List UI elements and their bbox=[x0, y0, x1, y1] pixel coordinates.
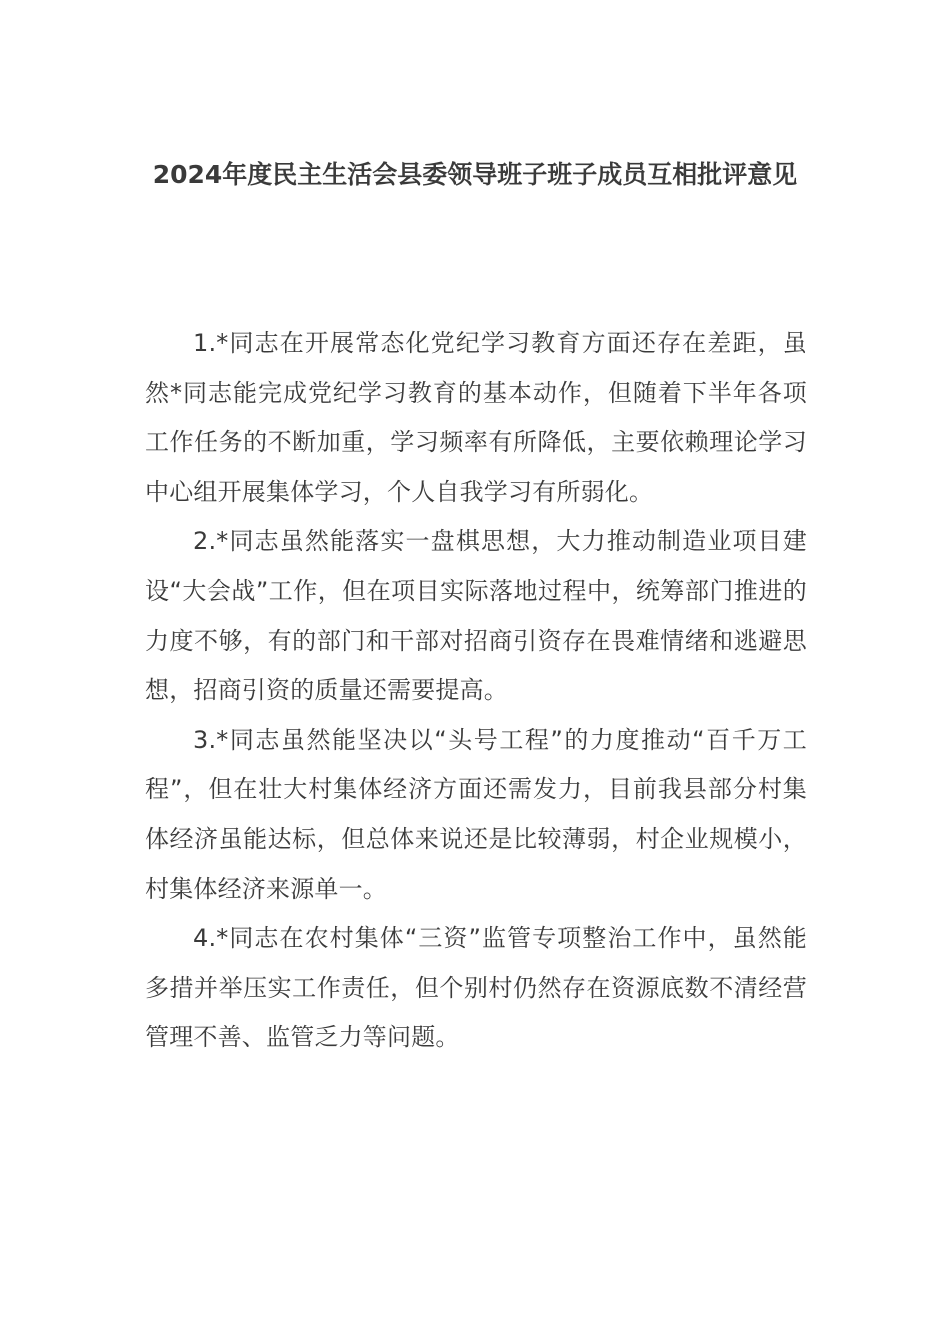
document-body bbox=[145, 319, 807, 1063]
paragraph-2: 2.*同志虽然能落实一盘棋思想，大力推动制造业项目建设“大会战”工作，但在项目实际落地过程中，统筹部门推进的力度不够，有的部门和干部对招商引资存在畏难情绪和逃避思想，招商引资的质量还需要提高。 bbox=[145, 527, 807, 705]
paragraph-1: 1.*同志在开展常态化党纪学习教育方面还存在差距，虽然*同志能完成党纪学习教育的基本动作，但随着下半年各项工作任务的不断加重，学习频率有所降低，主要依赖理论学习中心组开展集体学习，个人自我学习有所弱化。 bbox=[145, 329, 807, 506]
document-title: 2024年度民主生活会县委领导班子班子成员互相批评意见 bbox=[152, 160, 798, 189]
paragraph-4: 4.*同志在农村集体“三资”监管专项整治工作中，虽然能多措并举压实工作责任，但个别村仍然存在资源底数不清经营管理不善、监管乏力等问题。 bbox=[145, 924, 807, 1052]
paragraph-3: 3.*同志虽然能坚决以“头号工程”的力度推动“百千万工程”，但在壮大村集体经济方面还需发力，目前我县部分村集体经济虽能达标，但总体来说还是比较薄弱，村企业规模小，村集体经济来源单一。 bbox=[145, 725, 807, 903]
